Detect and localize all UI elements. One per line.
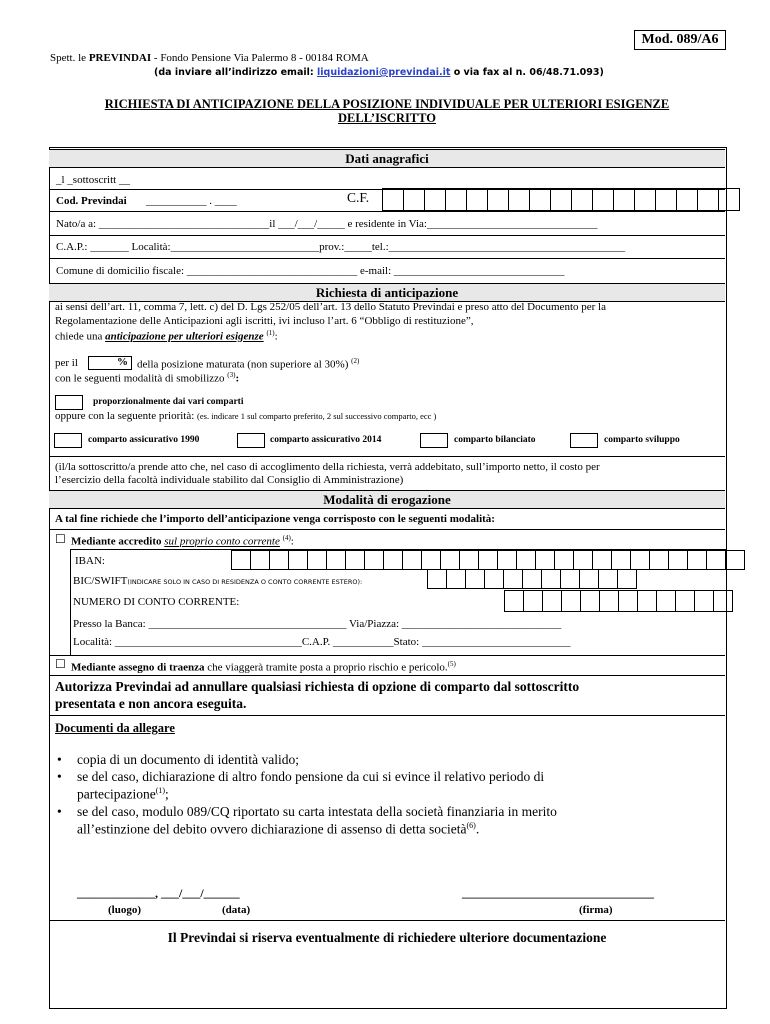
documento-2-line1: se del caso, dichiarazione di altro fondo pensione da cui si evince il relativo periodo di: [77, 769, 545, 784]
iban-cell[interactable]: [554, 550, 574, 570]
p3-emph: anticipazione per ulteriori esigenze: [105, 330, 264, 343]
oppure: oppure con la seguente priorità:: [55, 410, 195, 422]
cf-input-cells[interactable]: [383, 188, 740, 211]
bic-cell[interactable]: [503, 569, 523, 589]
conto-cell[interactable]: [675, 590, 695, 612]
footnote-ref: (6): [466, 821, 476, 830]
cf-cell[interactable]: [487, 188, 509, 211]
iban-cell[interactable]: [383, 550, 403, 570]
percent-sign: %: [117, 356, 128, 368]
oppure-text: [55, 410, 436, 422]
iban-cell[interactable]: [706, 550, 726, 570]
comparto-bilanciato-checkbox[interactable]: [420, 433, 448, 448]
doc2-suffix: ;: [165, 786, 169, 802]
form-code: Mod. 089/A6: [634, 30, 726, 50]
iban-cell[interactable]: [421, 550, 441, 570]
assegno-label: [71, 660, 456, 674]
addr-rest: - Fondo Pensione Via Palermo 8 - 00184 ROMA: [153, 52, 369, 64]
documento-3-line1: se del caso, modulo 089/CQ riportato su carta intestata della società finanziaria in merito: [77, 804, 557, 819]
divider: [49, 655, 725, 656]
proporzionale-label: proporzionalmente dai vari comparti: [93, 397, 244, 407]
documento-2-line2: [77, 786, 169, 803]
sottoscritto-field[interactable]: _l _sottoscritt __: [56, 174, 130, 186]
addr-prefix: Spett. le: [50, 52, 87, 64]
iban-cell[interactable]: [497, 550, 517, 570]
cod-previndai-field[interactable]: ___________ . ____: [146, 195, 237, 207]
iban-cell[interactable]: [459, 550, 479, 570]
bic-cell[interactable]: [598, 569, 618, 589]
cf-cell[interactable]: [655, 188, 677, 211]
iban-cell[interactable]: [269, 550, 289, 570]
documenti-heading: Documenti da allegare: [55, 721, 175, 735]
iban-cell[interactable]: [516, 550, 536, 570]
doc2-text: partecipazione: [77, 786, 156, 802]
erogazione-intro: A tal fine richiede che l’importo dell’anticipazione venga corrisposto con le seguenti modalità:: [55, 513, 495, 525]
accredito-suffix: :: [290, 535, 294, 548]
documento-3-line2: [77, 821, 479, 838]
iban-cell[interactable]: [611, 550, 631, 570]
conto-input-cells[interactable]: [505, 590, 733, 612]
cf-cell[interactable]: [697, 188, 719, 211]
cf-cell[interactable]: [508, 188, 530, 211]
proporzionale-checkbox[interactable]: [55, 395, 83, 410]
cf-cell[interactable]: [466, 188, 488, 211]
per-il-label: per il: [55, 357, 78, 369]
bullet-icon: •: [57, 804, 62, 819]
cf-cell[interactable]: [571, 188, 593, 211]
bic-label: [73, 575, 362, 587]
conto-cell[interactable]: [561, 590, 581, 612]
numero-conto-label: NUMERO DI CONTO CORRENTE:: [73, 596, 240, 608]
cf-cell[interactable]: [613, 188, 635, 211]
bic-cell[interactable]: [522, 569, 542, 589]
comparto-2014-checkbox[interactable]: [237, 433, 265, 448]
conto-cell[interactable]: [580, 590, 600, 612]
assegno-text: Mediante assegno di traenza: [71, 661, 205, 674]
costo-text-2: l’esercizio della facoltà individuale stabilito dal Consiglio di Amministrazione): [55, 474, 404, 486]
iban-cell[interactable]: [573, 550, 593, 570]
anticipazione-text-1: ai sensi dell’art. 11, comma 7, lett. c) del D. Lgs 252/05 dell’art. 13 dello Statuto Previndai e preso atto del Documento per la: [55, 301, 606, 313]
footnote-ref: (4): [282, 534, 291, 542]
divider: [49, 456, 725, 457]
iban-cell[interactable]: [535, 550, 555, 570]
conto-cell[interactable]: [599, 590, 619, 612]
assegno-rest: che viaggerà tramite posta a proprio rischio e pericolo.: [207, 661, 448, 674]
iban-cell[interactable]: [326, 550, 346, 570]
bic-cell[interactable]: [484, 569, 504, 589]
doc3-suffix: .: [475, 821, 480, 837]
iban-cell[interactable]: [649, 550, 669, 570]
bullet-icon: •: [57, 752, 62, 767]
conto-cell[interactable]: [656, 590, 676, 612]
footer-note: Il Previndai si riserva eventualmente di richiedere ulteriore documentazione: [167, 930, 607, 945]
posizione-maturata-text: [137, 357, 359, 371]
banca-field[interactable]: Presso la Banca: ____________________________________ Via/Piazza: _____________________________: [73, 618, 562, 630]
anticipazione-text-2: Regolamentazione delle Anticipazioni agli iscritti, ivi incluso l’art. 6 “Obbligo di restituzione”,: [55, 315, 474, 327]
domicilio-email-field[interactable]: Comune di domicilio fiscale: _______________________________ e-mail: _______________________________: [56, 265, 565, 277]
firma-label: (firma): [579, 904, 613, 916]
divider: [49, 920, 725, 921]
section-dati-anagrafici: Dati anagrafici: [49, 149, 725, 168]
accredito-emph: sul proprio conto corrente: [164, 535, 280, 548]
accredito-checkbox[interactable]: ☐: [55, 532, 66, 546]
bic-cell[interactable]: [541, 569, 561, 589]
bic-cell[interactable]: [446, 569, 466, 589]
divider: [49, 258, 725, 259]
data-label: (data): [222, 904, 251, 916]
form-title-line2: DELL’ISCRITTO: [338, 111, 436, 125]
bic-note: (INDICARE SOLO IN CASO DI RESIDENZA O CONTO CORRENTE ESTERO):: [127, 578, 363, 586]
cf-cell[interactable]: [529, 188, 551, 211]
autorizza-text-1: Autorizza Previndai ad annullare qualsiasi richiesta di opzione di comparto dal sottoscritto: [55, 679, 580, 694]
iban-cell[interactable]: [402, 550, 422, 570]
conto-cell[interactable]: [694, 590, 714, 612]
p3-suffix: :: [274, 330, 278, 343]
doc3-text: all’estinzione del debito ovvero dichiarazione di assenso di detta società: [77, 821, 467, 837]
email-link[interactable]: liquidazioni@previndai.it: [317, 67, 451, 78]
nascita-residenza-field[interactable]: Nato/a a: _______________________________il ___/___/_____ e residente in Via:_______________________________: [56, 218, 598, 230]
conto-cell[interactable]: [542, 590, 562, 612]
iban-input-cells[interactable]: [232, 550, 745, 570]
documento-1: copia di un documento di identità valido;: [77, 752, 299, 767]
bic-text: BIC/SWIFT: [73, 575, 128, 587]
localita-banca-field[interactable]: Località: __________________________________C.A.P. ___________Stato: ___________________________: [73, 636, 571, 648]
smob-suffix: :: [235, 372, 240, 385]
bic-cell[interactable]: [465, 569, 485, 589]
cf-cell[interactable]: [550, 188, 572, 211]
cf-cell[interactable]: [382, 188, 404, 211]
divider: [49, 235, 725, 236]
luogo-label: (luogo): [108, 904, 141, 916]
conto-cell[interactable]: [523, 590, 543, 612]
iban-cell[interactable]: [364, 550, 384, 570]
iban-label: IBAN:: [75, 555, 105, 567]
iban-cell[interactable]: [478, 550, 498, 570]
conto-cell[interactable]: [637, 590, 657, 612]
footnote-ref: (1): [155, 786, 166, 795]
bic-cell[interactable]: [617, 569, 637, 589]
percent-input[interactable]: [88, 356, 132, 370]
addr-brand: PREVINDAI: [88, 52, 152, 64]
conto-cell[interactable]: [504, 590, 524, 612]
comparto-1990-label: comparto assicurativo 1990: [88, 435, 200, 445]
cod-previndai-label: Cod. Previndai: [56, 195, 127, 207]
footnote-ref: (2): [351, 357, 360, 365]
iban-cell[interactable]: [307, 550, 327, 570]
iban-cell[interactable]: [668, 550, 688, 570]
divider: [49, 715, 725, 716]
iban-cell[interactable]: [630, 550, 650, 570]
send-suffix: o via fax al n. 06/48.71.093): [453, 67, 604, 78]
comparto-1990-checkbox[interactable]: [54, 433, 82, 448]
divider: [49, 675, 725, 676]
cf-cell[interactable]: [634, 188, 656, 211]
accredito-text: Mediante accredito: [71, 535, 162, 548]
cf-cell[interactable]: [445, 188, 467, 211]
footnote-ref: (1): [266, 329, 275, 337]
smobilizzo-text: [55, 371, 239, 385]
comparto-bilanciato-label: comparto bilanciato: [454, 435, 536, 445]
cf-cell[interactable]: [718, 188, 740, 211]
footnote-ref: (3): [227, 371, 236, 379]
send-prefix: (da inviare all’indirizzo email:: [154, 67, 314, 78]
firma-field[interactable]: ________________________________: [462, 886, 654, 900]
iban-cell[interactable]: [592, 550, 612, 570]
bic-cell[interactable]: [427, 569, 447, 589]
cap-localita-field[interactable]: C.A.P.: _______ Località:___________________________prov.:_____tel.:___________________________________________: [56, 241, 626, 253]
recipient-address: [50, 52, 369, 64]
cf-label: C.F.: [347, 190, 370, 205]
comparto-2014-label: comparto assicurativo 2014: [270, 435, 382, 445]
form-title-line1: RICHIESTA DI ANTICIPAZIONE DELLA POSIZIONE INDIVIDUALE PER ULTERIORI ESIGENZE: [104, 97, 670, 111]
cf-cell[interactable]: [424, 188, 446, 211]
bic-cell[interactable]: [560, 569, 580, 589]
iban-cell[interactable]: [725, 550, 745, 570]
conto-cell[interactable]: [713, 590, 733, 612]
bic-input-cells[interactable]: [428, 569, 637, 589]
iban-cell[interactable]: [288, 550, 308, 570]
iban-cell[interactable]: [250, 550, 270, 570]
conto-cell[interactable]: [618, 590, 638, 612]
divider: [49, 529, 725, 530]
smob: con le seguenti modalità di smobilizzo: [55, 372, 225, 385]
iban-cell[interactable]: [231, 550, 251, 570]
anticipazione-text-3: [55, 329, 278, 343]
cf-cell[interactable]: [592, 188, 614, 211]
send-instructions: [154, 67, 604, 78]
iban-cell[interactable]: [345, 550, 365, 570]
p3-prefix: chiede una: [55, 330, 103, 343]
comparto-sviluppo-label: comparto sviluppo: [604, 435, 680, 445]
bic-cell[interactable]: [579, 569, 599, 589]
section-modalita-erogazione: Modalità di erogazione: [49, 490, 725, 509]
oppure-note: (es. indicare 1 sul comparto preferito, 2 sul successivo comparto, ecc ): [197, 411, 437, 421]
cf-cell[interactable]: [676, 188, 698, 211]
iban-cell[interactable]: [440, 550, 460, 570]
iban-cell[interactable]: [687, 550, 707, 570]
divider: [49, 211, 725, 212]
footnote-ref: (5): [447, 660, 456, 668]
bullet-icon: •: [57, 769, 62, 784]
pos-mat: della posizione maturata (non superiore al 30%): [137, 358, 349, 371]
comparto-sviluppo-checkbox[interactable]: [570, 433, 598, 448]
autorizza-text-2: presentata e non ancora eseguita.: [55, 696, 247, 711]
section-richiesta-anticipazione: Richiesta di anticipazione: [49, 283, 725, 302]
accredito-label: [71, 534, 294, 548]
cf-cell[interactable]: [403, 188, 425, 211]
costo-text-1: (il/la sottoscritto/a prende atto che, nel caso di accoglimento della richiesta, verrà addebitato, sull’importo netto, il costo per: [55, 461, 600, 473]
assegno-checkbox[interactable]: ☐: [55, 657, 66, 671]
luogo-data-field[interactable]: _____________, ___/___/______: [77, 886, 240, 900]
